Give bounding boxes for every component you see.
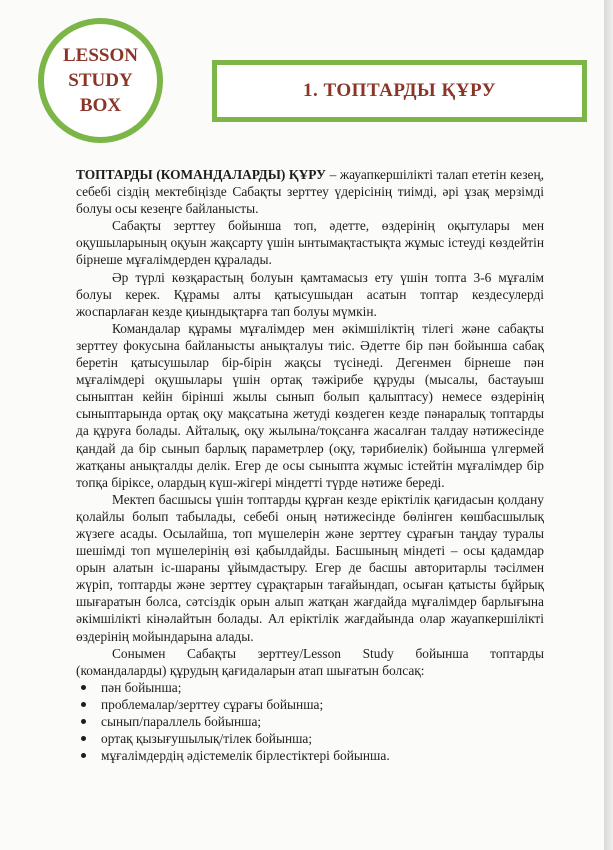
paragraph-6: Сонымен Сабақты зерттеу/Lesson Study бойынша топтарды (командаларды) құрудың қағидаларын атап шығатын болсақ:: [76, 645, 544, 678]
paragraph-5: Мектеп басшысы үшін топтарды құрған кезде еріктілік қағидасын қолдану қолайлы болып табылады, себебі оның нәтижесінде бөлінген көшбасшылық жүзеге асады. Осылайша, топ мүшелерін және зерттеу сұрағын таңдау туралы шешімді топ мүшелерінің өзі қабылдайды. Басшының міндеті – осы қадамдар орын алатын іс-шараны ұйымдастыру. Егер де басшы авторитарлы тәсілмен жүріп, топтарды және зерттеу сұрақтарын тағайындап, осыған қатысты бұйрық шығаратын болса, сәтсіздік орын алып жатқан жағдайда мұғалімдер барлығына әкімшілікті кінәлайтын болады. Ал еріктілік жағдайында олар жауапкершілікті өздерінің мойындарына алады.: [76, 491, 544, 644]
paragraph-2: Сабақты зерттеу бойынша топ, әдетте, өздерінің оқытулары мен оқушыларының оқуын жақсарту үшін ынтымақтастықта жұмыс істеуді көздейтін бірнеше мұғалімдерден құралады.: [76, 218, 544, 268]
badge-line-3: BOX: [79, 95, 122, 116]
lesson-study-box-badge: [38, 18, 163, 143]
document-body: [76, 166, 544, 764]
list-item: сынып/параллель бойынша;: [101, 713, 544, 730]
page-edge: [604, 0, 613, 850]
badge-line-1: LESSON: [63, 45, 138, 66]
list-item: мұғалімдердің әдістемелік бірлестіктері бойынша.: [101, 747, 544, 764]
section-title-box: [212, 60, 587, 122]
list-item: ортақ қызығушылық/тілек бойынша;: [101, 730, 544, 747]
paragraph-intro: [76, 166, 544, 217]
paragraph-4: Командалар құрамы мұғалімдер мен әкімшіліктің тілегі және сабақты зерттеу фокусына байланысты анықталуы тиіс. Әдетте бір пән бойынша сабақ беретін қатысушылар бір-бірін жақсы түсінеді. Дегенмен бірнеше пән мұғалімдері оқушылары үшін ортақ тәжірибе құруды (мысалы, бастауыш сыныптан кейін бірінші жылы сынып болып қалыптасу) немесе өздерінің сыныптарында ортақ оқу мақсатына жетуді көздеген кезде пәнаралық топтарды да құруға болады. Айталық, оқу жылына/тоқсанға жасалған талдау нәтижесінде қандай да бір сынып барлық параметрлер (оқу, тәрибиелік) бойынша үлгермей жатқаны анықталды делік. Егер де осы сыныпта жұмыс істейтін мұғалімдер бір топқа біріксе, олардың күш-жігері міндетті түрде нәтиже береді.: [76, 320, 544, 490]
intro-term: ТОПТАРДЫ (КОМАНДАЛАРДЫ) ҚҰРУ: [76, 167, 326, 182]
principles-list: [76, 679, 544, 764]
badge-line-2: STUDY: [68, 70, 133, 91]
list-item: проблемалар/зерттеу сұрағы бойынша;: [101, 696, 544, 713]
section-title: 1. ТОПТАРДЫ ҚҰРУ: [302, 80, 497, 101]
paragraph-3: Әр түрлі көзқарастың болуын қамтамасыз ету үшін топта 3-6 мұғалім болуы керек. Құрамы алты қатысушыдан асатын топтар кездесулерді жоспарлаған кезде қиындықтарға тап болуы мүмкін.: [76, 269, 544, 319]
intro-text: – жауапкершілікті талап ететін кезең, себебі сіздің мектебіңізде Сабақты зерттеу үдерісінің тиімді, әрі ұзақ мерзімді болуы осы кезеңге байланысты.: [76, 167, 544, 217]
list-item: пән бойынша;: [101, 679, 544, 696]
